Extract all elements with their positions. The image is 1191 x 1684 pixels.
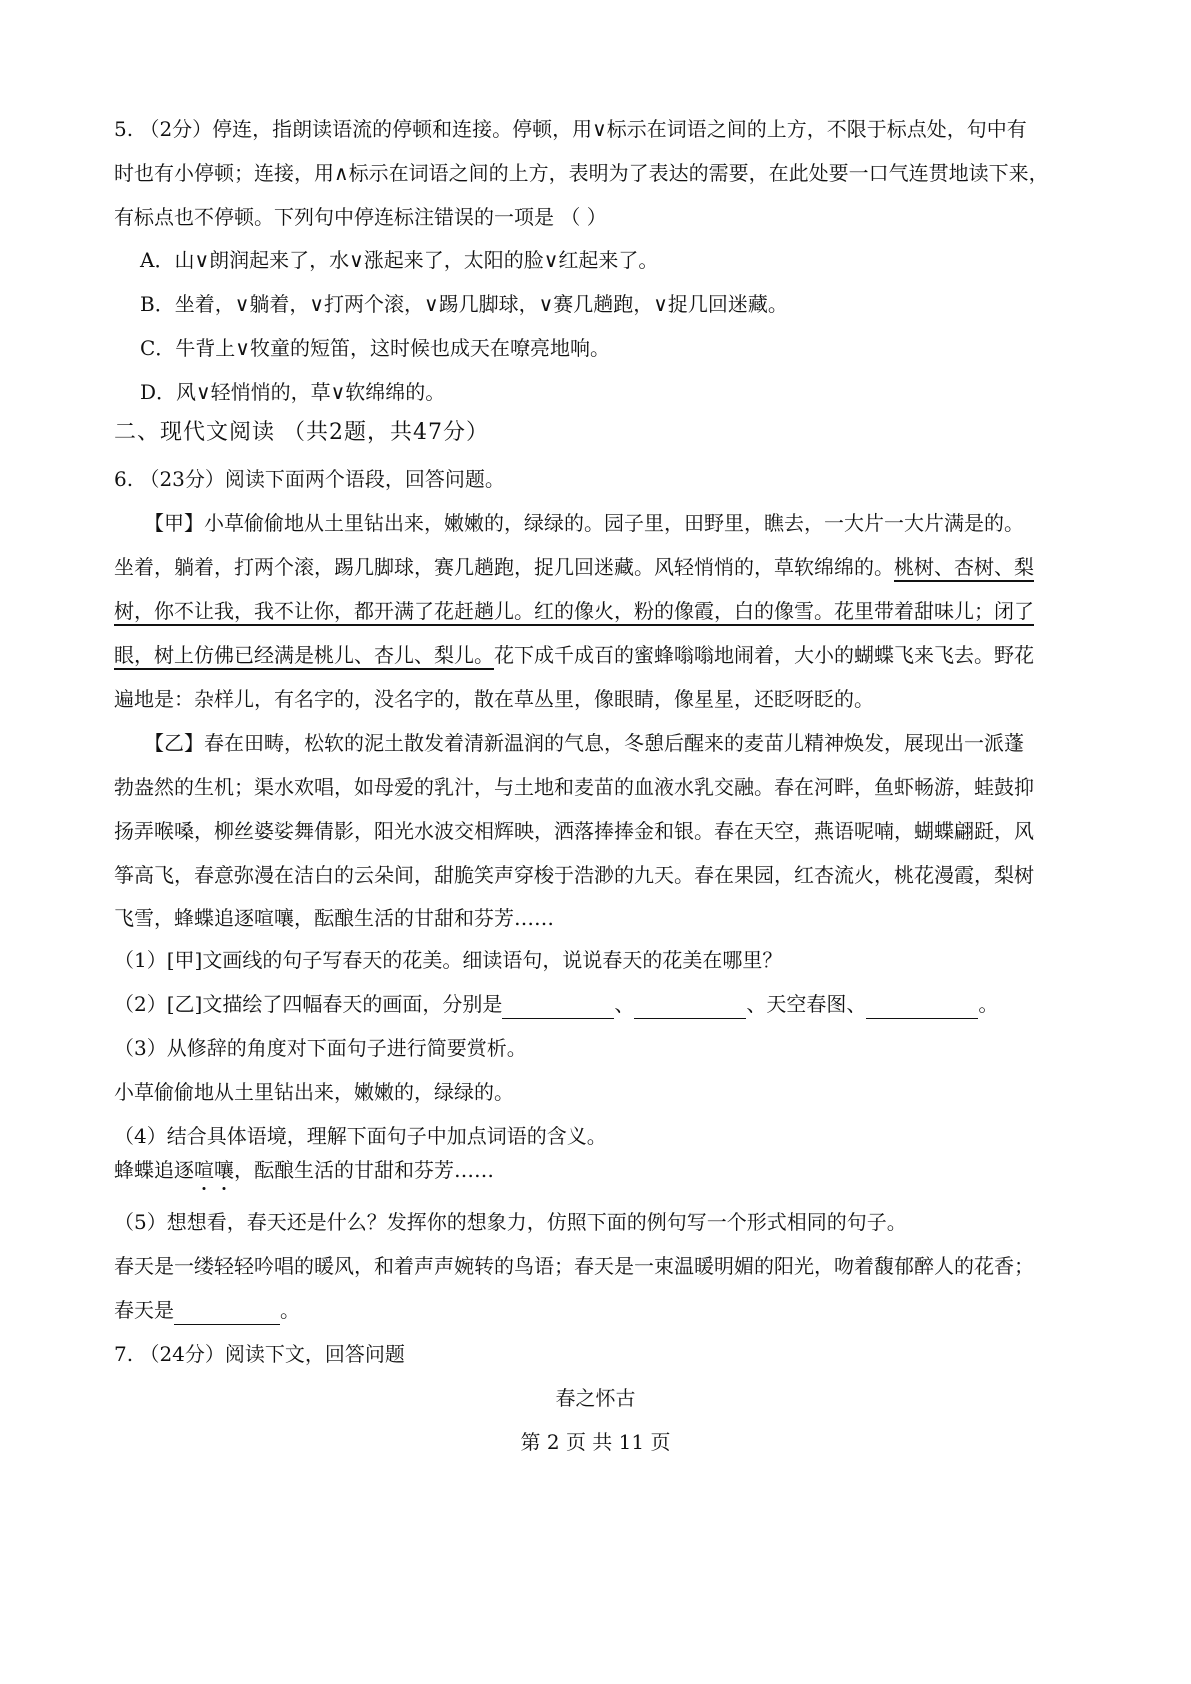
q5-line-2: 时也有小停顿；连接，用∧标示在词语之间的上方，表明为了表达的需要，在此处要一口气连贯地读下来， — [114, 161, 1049, 185]
passage-jia-line-2 — [114, 552, 1084, 582]
q6-sub-4-sentence — [114, 1155, 1084, 1185]
dotted-word-char: 嚷 — [214, 1158, 234, 1182]
passage-yi-line-5: 飞雪，蜂蝶追逐喧嚷，酝酿生活的甘甜和芬芳…… — [114, 906, 554, 930]
q6-sub-5-answer — [114, 1295, 1084, 1325]
q7-stem: 7. （24分）阅读下文，回答问题 — [114, 1342, 405, 1366]
q5-line-1: 5. （2分）停连，指朗读语流的停顿和连接。停顿，用∨标示在词语之间的上方，不限于标点处，句中有 — [114, 117, 1027, 141]
passage-jia-line-1: 【甲】小草偷偷地从土里钻出来，嫩嫩的，绿绿的。园子里，田野里，瞧去，一大片一大片满是的。 — [144, 511, 1024, 535]
q6-sub-5-example: 春天是一缕轻轻吟唱的暖风，和着声声婉转的鸟语；春天是一束温暖明媚的阳光，吻着馥郁醉人的花香； — [114, 1254, 1034, 1278]
q6-sub-1: （1）[甲]文画线的句子写春天的花美。细读语句，说说春天的花美在哪里？ — [114, 948, 783, 972]
answer-blank[interactable] — [174, 1300, 280, 1325]
q6-sub-2-separator: 、 — [614, 992, 635, 1016]
passage-yi-line-1: 【乙】春在田畴，松软的泥土散发着清新温润的气息，冬憩后醒来的麦苗儿精神焕发，展现出一派蓬 — [144, 731, 1024, 755]
underlined-sentence: 树，你不让我，我不让你，都开满了花赶趟儿。红的像火，粉的像霞，白的像雪。花里带着甜味儿；闭了 — [114, 599, 1034, 623]
passage-jia-line-4 — [114, 640, 1084, 670]
q5-option-a: A．山∨朗润起来了，水∨涨起来了，太阳的脸∨红起来了。 — [140, 248, 659, 272]
q6-sub-5-text: 春天是 — [114, 1298, 174, 1322]
underlined-sentence: 眼，树上仿佛已经满是桃儿、杏儿、梨儿。 — [114, 643, 494, 667]
q6-sub-5-end: 。 — [280, 1298, 300, 1322]
underlined-sentence: 桃树、杏树、梨 — [894, 555, 1034, 579]
q5-line-3: 有标点也不停顿。下列句中停连标注错误的一项是 （ ） — [114, 205, 607, 229]
q5-option-b: B．坐着，∨躺着，∨打两个滚，∨踢几脚球，∨赛几趟跑，∨捉几回迷藏。 — [140, 292, 788, 316]
q6-sub-4-text: 蜂蝶追逐 — [114, 1158, 194, 1182]
page-number: 第 2 页 共 11 页 — [520, 1430, 671, 1454]
q6-sub-4-text: ，酝酿生活的甘甜和芬芳…… — [234, 1158, 494, 1182]
passage-jia-line-5: 遍地是：杂样儿，有名字的，没名字的，散在草丛里，像眼睛，像星星，还眨呀眨的。 — [114, 687, 874, 711]
answer-blank[interactable] — [866, 994, 978, 1019]
q6-sub-2-text: （2）[乙]文描绘了四幅春天的画面，分别是 — [114, 992, 503, 1016]
section-heading: 二、现代文阅读 （共2题，共47分） — [114, 420, 489, 445]
q6-sub-3-sentence: 小草偷偷地从土里钻出来，嫩嫩的，绿绿的。 — [114, 1080, 514, 1104]
passage-jia-text: 花下成千成百的蜜蜂嗡嗡地闹着，大小的蝴蝶飞来飞去。野花 — [494, 643, 1034, 667]
passage-yi-line-3: 扬弄喉嗓，柳丝婆娑舞倩影，阳光水波交相辉映，洒落捧捧金和银。春在天空，燕语呢喃，蝴蝶翩跹，风 — [114, 819, 1034, 843]
q5-option-c: C．牛背上∨牧童的短笛，这时候也成天在嘹亮地响。 — [140, 336, 610, 360]
q6-sub-3: （3）从修辞的角度对下面句子进行简要赏析。 — [114, 1036, 527, 1060]
q6-sub-4: （4）结合具体语境，理解下面句子中加点词语的含义。 — [114, 1124, 607, 1148]
q6-stem: 6. （23分）阅读下面两个语段，回答问题。 — [114, 467, 505, 491]
q6-sub-5: （5）想想看，春天还是什么？发挥你的想象力，仿照下面的例句写一个形式相同的句子。 — [114, 1210, 907, 1234]
passage-yi-line-4: 筝高飞，春意弥漫在洁白的云朵间，甜脆笑声穿梭于浩渺的九天。春在果园，红杏流火，桃花漫霞，梨树 — [114, 863, 1034, 887]
answer-blank[interactable] — [634, 994, 746, 1019]
passage-yi-line-2: 勃盎然的生机；渠水欢唱，如母爱的乳汁，与土地和麦苗的血液水乳交融。春在河畔，鱼虾畅游，蛙鼓抑 — [114, 775, 1034, 799]
q6-sub-2-text: 、天空春图、 — [746, 992, 867, 1016]
q5-option-d: D．风∨轻悄悄的，草∨软绵绵的。 — [140, 380, 446, 404]
answer-blank[interactable] — [502, 994, 614, 1019]
passage-jia-text: 坐着，躺着，打两个滚，踢几脚球，赛几趟跑，捉几回迷藏。风轻悄悄的，草软绵绵的。 — [114, 555, 894, 579]
passage-title: 春之怀古 — [555, 1386, 636, 1410]
dotted-word-char: 喧 — [194, 1158, 214, 1182]
passage-jia-line-3 — [114, 596, 1084, 626]
q6-sub-2-end: 。 — [978, 992, 999, 1016]
q6-sub-2 — [114, 989, 1084, 1019]
